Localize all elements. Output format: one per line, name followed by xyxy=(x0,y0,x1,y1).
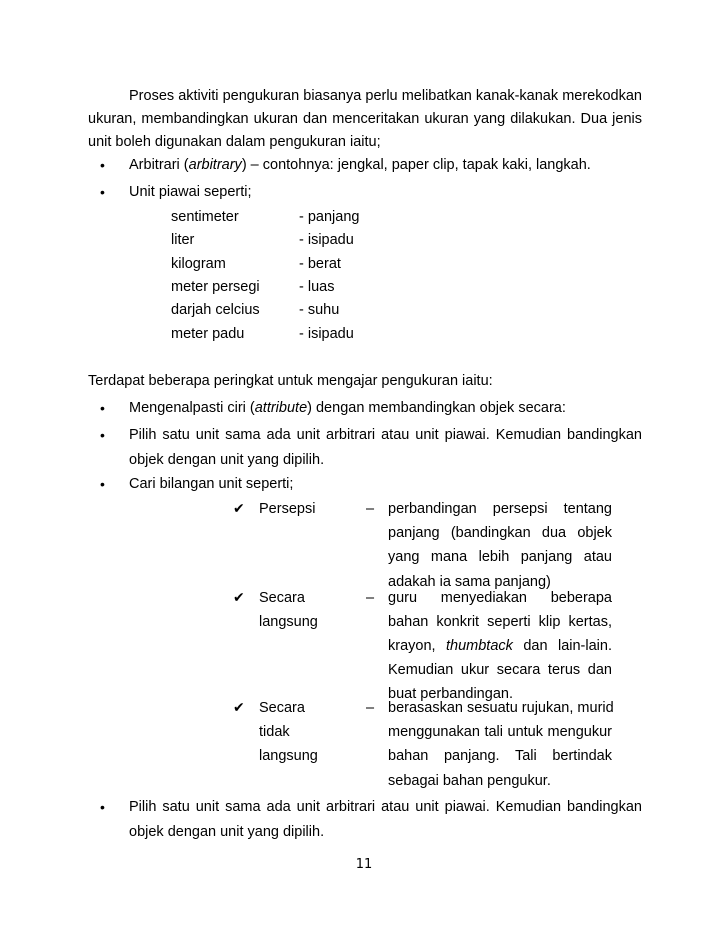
unit-measure: - isipadu xyxy=(299,326,354,342)
method-desc: guru menyediakan beberapa xyxy=(388,590,612,606)
check-icon: ✔ xyxy=(233,501,245,517)
method-dash: – xyxy=(366,700,375,716)
method-label: langsung xyxy=(259,748,318,764)
method-desc: Kemudian ukur secara terus dan xyxy=(388,662,612,678)
method-desc: bahan konkrit seperti klip kertas, xyxy=(388,614,612,630)
level-4-line-1: Pilih satu unit sama ada unit arbitrari atau unit piawai. Kemudian bandingkan xyxy=(129,799,642,815)
bullet-icon: • xyxy=(100,799,105,815)
level-2-line-1: Pilih satu unit sama ada unit arbitrari atau unit piawai. Kemudian bandingkan xyxy=(129,427,642,443)
method-desc: menggunakan tali untuk mengukur xyxy=(388,724,612,740)
bullet-unit-piawai: Unit piawai seperti; xyxy=(129,184,252,200)
bullet-icon: • xyxy=(100,427,105,443)
method-desc: buat perbandingan. xyxy=(388,686,513,702)
levels-intro: Terdapat beberapa peringkat untuk mengajar pengukuran iaitu: xyxy=(88,373,493,389)
bullet-icon: • xyxy=(100,476,105,492)
method-label: langsung xyxy=(259,614,318,630)
method-desc: yang mana lebih panjang atau xyxy=(388,549,612,565)
method-dash: – xyxy=(366,590,375,606)
unit-name: meter persegi xyxy=(171,279,260,295)
unit-measure: - berat xyxy=(299,256,341,272)
level-3: Cari bilangan unit seperti; xyxy=(129,476,294,492)
intro-line-1: Proses aktiviti pengukuran biasanya perlu melibatkan kanak-kanak merekodkan xyxy=(129,88,642,104)
unit-measure: - suhu xyxy=(299,302,340,318)
level-1: Mengenalpasti ciri (attribute) dengan membandingkan objek secara: xyxy=(129,400,566,416)
method-desc: berasaskan sesuatu rujukan, murid xyxy=(388,700,614,716)
method-label: Secara xyxy=(259,700,305,716)
level-4-line-2: objek dengan unit yang dipilih. xyxy=(129,824,325,840)
intro-line-2: ukuran, membandingkan ukuran dan menceritakan ukuran yang dilakukan. Dua jenis xyxy=(88,111,642,127)
unit-name: darjah celcius xyxy=(171,302,260,318)
check-icon: ✔ xyxy=(233,700,245,716)
method-label: tidak xyxy=(259,724,290,740)
unit-name: kilogram xyxy=(171,256,226,272)
method-desc: perbandingan persepsi tentang xyxy=(388,501,612,517)
bullet-arbitrari: Arbitrari (arbitrary) – contohnya: jengkal, paper clip, tapak kaki, langkah. xyxy=(129,157,591,173)
method-desc: krayon, thumbtack dan lain-lain. xyxy=(388,638,612,654)
unit-name: liter xyxy=(171,232,195,248)
unit-name: meter padu xyxy=(171,326,245,342)
method-desc: sebagai bahan pengukur. xyxy=(388,773,551,789)
bullet-icon: • xyxy=(100,400,105,416)
method-desc: panjang (bandingkan dua objek xyxy=(388,525,612,541)
bullet-icon: • xyxy=(100,157,105,173)
level-2-line-2: objek dengan unit yang dipilih. xyxy=(129,452,325,468)
check-icon: ✔ xyxy=(233,590,245,606)
unit-measure: - isipadu xyxy=(299,232,354,248)
method-desc: bahan panjang. Tali bertindak xyxy=(388,748,612,764)
intro-line-3: unit boleh digunakan dalam pengukuran iaitu; xyxy=(88,134,381,150)
unit-name: sentimeter xyxy=(171,209,239,225)
unit-measure: - panjang xyxy=(299,209,360,225)
method-label: Persepsi xyxy=(259,501,316,517)
bullet-icon: • xyxy=(100,184,105,200)
method-dash: – xyxy=(366,501,375,517)
method-desc: adakah ia sama panjang) xyxy=(388,574,551,590)
page-number: 11 xyxy=(355,857,373,872)
method-label: Secara xyxy=(259,590,305,606)
unit-measure: - luas xyxy=(299,279,335,295)
